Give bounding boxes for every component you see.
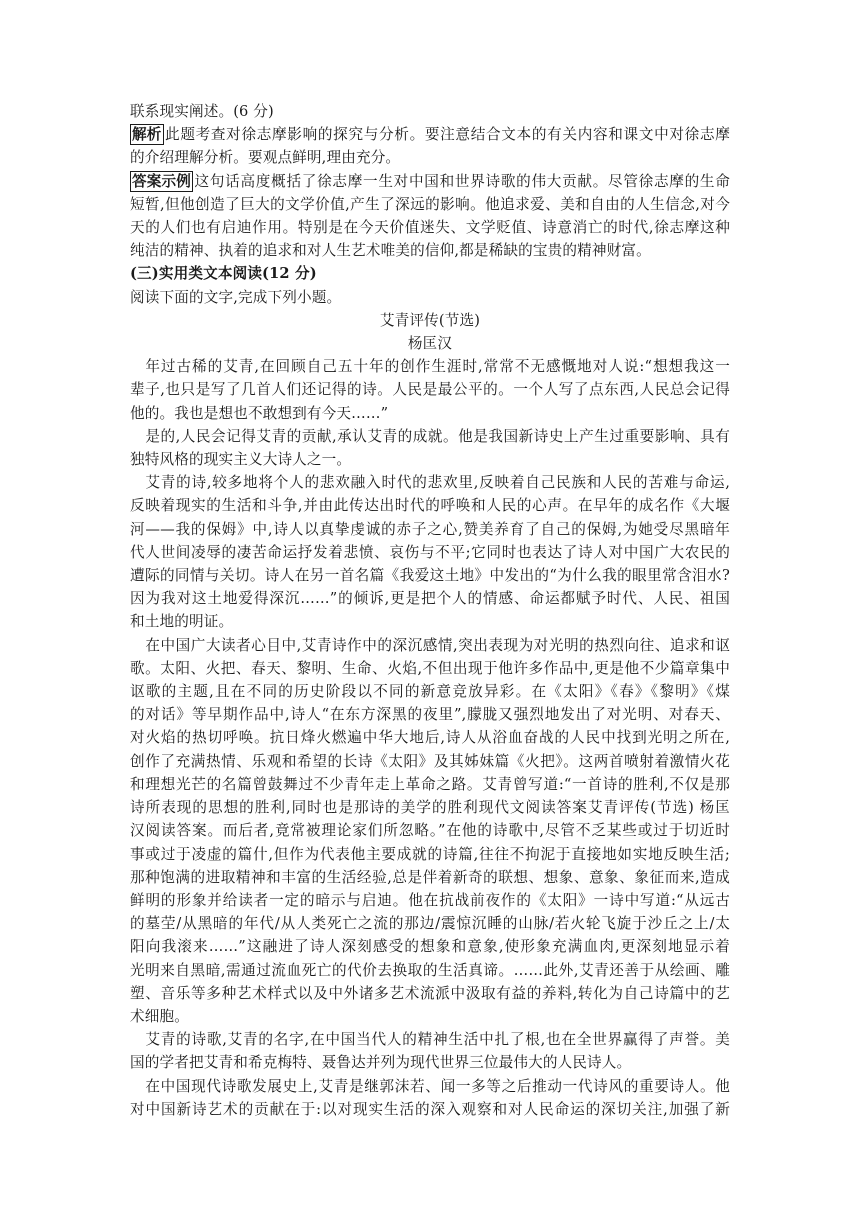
analysis-text: 此题考查对徐志摩影响的探究与分析。要注意结合文本的有关内容和课文中对徐志摩 (164, 126, 730, 144)
paragraph-line: 反映着现实的生活和斗争,并由此传达出时代的呼唤和人民的心声。在早年的成名作《大堰 (130, 497, 730, 515)
paragraph-line: 河——我的保姆》中,诗人以真挚虔诚的赤子之心,赞美养育了自己的保姆,为她受尽黑暗年 (130, 520, 730, 538)
answer-text: 这句话高度概括了徐志摩一生对中国和世界诗歌的伟大贡献。尽管徐志摩的生命 (193, 172, 730, 190)
paragraph-line: 创作了充满热情、乐观和希望的长诗《太阳》及其姊妹篇《火把》。这两首喷射着激情火花 (130, 752, 730, 770)
answer-line: 短暂,但他创造了巨大的文学价值,产生了深远的影响。他追求爱、美和自由的人生信念,对今 (130, 195, 730, 213)
article-paragraph (130, 1028, 730, 1074)
paragraph-line: 和土地的明证。 (130, 613, 234, 631)
answer-line: 纯洁的精神、执着的追求和对人生艺术唯美的信仰,都是稀缺的宝贵的精神财富。 (130, 242, 651, 260)
paragraph-line: 独特风格的现实主义大诗人之一。 (130, 451, 352, 469)
paragraph-line: 塑、音乐等多种艺术样式以及中外诸多艺术流派中汲取有益的养料,转化为自己诗篇中的艺 (130, 984, 730, 1002)
paragraph-line: 汉阅读答案。而后者,竟常被理论家们所忽略。”在他的诗歌中,尽管不乏某些或过于切近时 (130, 822, 730, 840)
paragraph-line: 代人世间凌辱的凄苦命运抒发着悲愤、哀伤与不平;它同时也表达了诗人对中国广大农民的 (130, 543, 730, 561)
article-paragraph (130, 634, 730, 1028)
paragraph-line: 讴歌的主题,且在不同的历史阶段以不同的新意竞放异彩。在《太阳》《春》《黎明》《煤 (130, 683, 730, 701)
paragraph-line: 的对话》等早期作品中,诗人“在东方深黑的夜里”,朦胧又强烈地发出了对光明、对春天、 (130, 706, 730, 724)
paragraph-line: 光明来自黑暗,需通过流血死亡的代价去换取的生活真谛。……此外,艾青还善于从绘画、雕 (130, 961, 730, 979)
article-paragraph (130, 355, 730, 425)
analysis-block (130, 123, 730, 169)
paragraph-line: 在中国广大读者心目中,艾青诗作中的深沉感情,突出表现为对光明的热烈向往、追求和讴 (145, 636, 730, 654)
answer-line (130, 170, 730, 193)
paragraph-line: 艾青的诗,较多地将个人的悲欢融入时代的悲欢里,反映着自己民族和人民的苦难与命运, (145, 474, 730, 492)
document-page (130, 100, 730, 1121)
paragraph-line: 对火焰的热切呼唤。抗日烽火燃遍中华大地后,诗人从浴血奋战的人民中找到光明之所在, (130, 729, 730, 747)
analysis-tag: 解析 (132, 126, 162, 144)
paragraph-line: 鲜明的形象并给读者一定的暗示与启迪。他在抗战前夜作的《太阳》一诗中写道:“从远古 (130, 891, 730, 909)
paragraph-line: 因为我对这土地爱得深沉……”的倾诉,更是把个人的情感、命运都赋予时代、人民、祖国 (130, 590, 730, 608)
paragraph-line: 歌。太阳、火把、春天、黎明、生命、火焰,不但出现于他许多作品中,更是他不少篇章集中 (130, 659, 730, 677)
paragraph-line: 是的,人民会记得艾青的贡献,承认艾青的成就。他是我国新诗史上产生过重要影响、具有 (145, 427, 730, 445)
paragraph-line: 诗所表现的思想的胜利,同时也是那诗的美学的胜利现代文阅读答案艾青评传(节选) 杨匡 (130, 799, 730, 817)
paragraph-line: 那种饱满的进取精神和丰富的生活经验,总是伴着新奇的联想、想象、意象、象征而来,造成 (130, 868, 730, 886)
article-paragraph (130, 1075, 730, 1121)
section-heading: (三)实用类文本阅读(12 分) (130, 265, 317, 283)
analysis-line (130, 123, 730, 146)
answer-block (130, 170, 730, 263)
paragraph-line: 他的。我也是想也不敢想到有今天……” (130, 404, 389, 422)
paragraph-line: 遭际的同情与关切。诗人在另一首名篇《我爱这土地》中发出的“为什么我的眼里常含泪水? (130, 567, 730, 585)
prev-question-tail: 联系现实阐述。(6 分) (130, 103, 274, 120)
paragraph-line: 对中国新诗艺术的贡献在于:以对现实生活的深入观察和对人民命运的深切关注,加强了新 (130, 1100, 730, 1118)
paragraph-line: 在中国现代诗歌发展史上,艾青是继郭沫若、闻一多等之后推动一代诗风的重要诗人。他 (145, 1077, 730, 1095)
article-author: 杨匡汉 (407, 335, 453, 353)
paragraph-line: 辈子,也只是写了几首人们还记得的诗。人民是最公平的。一个人写了点东西,人民总会记得 (130, 381, 730, 399)
paragraph-line: 阳向我滚来……”这融进了诗人深刻感受的想象和意象,使形象充满血肉,更深刻地显示着 (130, 938, 730, 956)
analysis-line: 的介绍理解分析。要观点鲜明,理由充分。 (130, 149, 401, 167)
article-paragraph (130, 425, 730, 471)
paragraph-line: 艾青的诗歌,艾青的名字,在中国当代人的精神生活中扎了根,也在全世界赢得了声誉。美 (145, 1031, 730, 1049)
article-body (130, 355, 730, 1121)
instruction: 阅读下面的文字,完成下列小题。 (130, 288, 342, 306)
answer-tag: 答案示例 (132, 172, 191, 190)
paragraph-line: 年过古稀的艾青,在回顾自己五十年的创作生涯时,常常不无感慨地对人说:“想想我这一 (145, 358, 730, 376)
paragraph-line: 事或过于凌虚的篇什,但作为代表他主要成就的诗篇,往往不拘泥于直接地如实地反映生活; (130, 845, 730, 863)
paragraph-line: 国的学者把艾青和希克梅特、聂鲁达并列为现代世界三位最伟大的人民诗人。 (130, 1054, 632, 1072)
article-paragraph (130, 471, 730, 633)
answer-line: 天的人们也有启迪作用。特别是在今天价值迷失、文学贬值、诗意消亡的时代,徐志摩这种 (130, 219, 730, 237)
paragraph-line: 术细胞。 (130, 1007, 189, 1025)
paragraph-line: 和理想光芒的名篇曾鼓舞过不少青年走上革命之路。艾青曾写道:“一首诗的胜利,不仅是那 (130, 775, 730, 793)
paragraph-line: 的墓茔/从黑暗的年代/从人类死亡之流的那边/震惊沉睡的山脉/若火轮飞旋于沙丘之上/太 (130, 915, 730, 933)
article-title: 艾青评传(节选) (379, 311, 481, 329)
